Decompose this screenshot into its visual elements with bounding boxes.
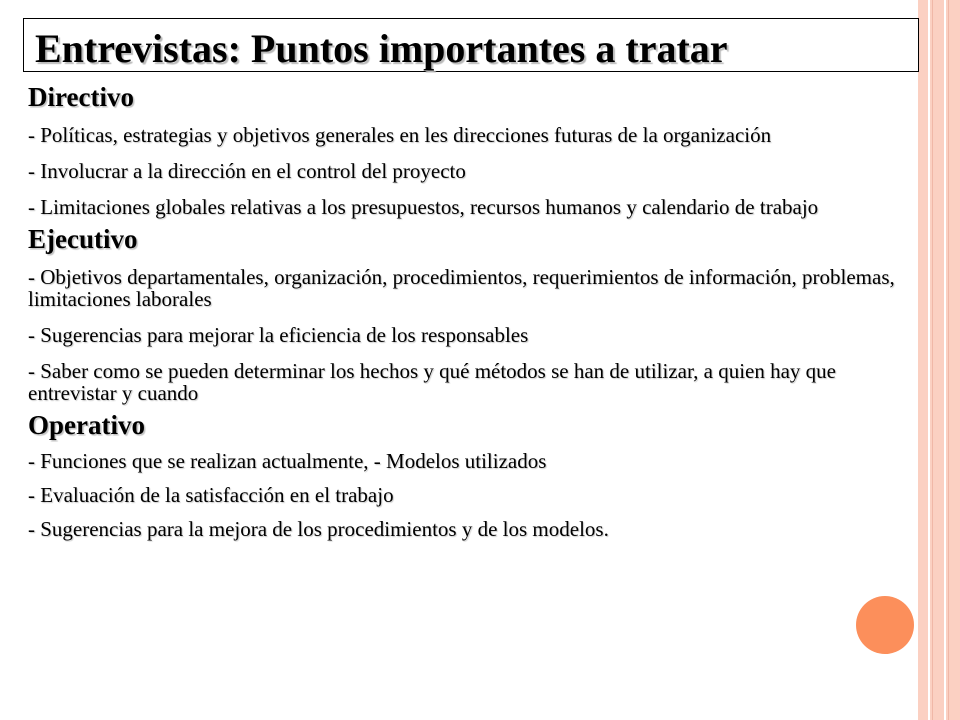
section-ejecutivo	[28, 224, 923, 404]
list-item: - Sugerencias para mejorar la eficiencia de los responsables	[28, 323, 529, 347]
slide-title: Entrevistas: Puntos importantes a tratar	[35, 26, 728, 71]
list-item: - Sugerencias para la mejora de los procedimientos y de los modelos.	[28, 517, 609, 541]
decorative-orange-circle	[856, 596, 914, 654]
decorative-stripe	[932, 0, 933, 720]
section-directivo	[28, 82, 923, 218]
decorative-stripe	[948, 0, 949, 720]
list-item: - Políticas, estrategias y objetivos generales en les direcciones futuras de la organización	[28, 123, 772, 147]
list-item: - Evaluación de la satisfacción en el trabajo	[28, 483, 394, 507]
section-heading-ejecutivo: Ejecutivo	[28, 224, 138, 254]
decorative-right-border	[918, 0, 960, 720]
list-item: - Funciones que se realizan actualmente, - Modelos utilizados	[28, 449, 547, 473]
section-operativo	[28, 410, 923, 540]
section-heading-operativo: Operativo	[28, 410, 145, 440]
list-item: - Involucrar a la dirección en el control del proyecto	[28, 159, 466, 183]
list-item: - Limitaciones globales relativas a los presupuestos, recursos humanos y calendario de trabajo	[28, 195, 819, 219]
list-item: - Objetivos departamentales, organización, procedimientos, requerimientos de información, problemas, limitaciones laborales	[28, 265, 895, 311]
list-item: - Saber como se pueden determinar los hechos y qué métodos se han de utilizar, a quien hay que entrevistar y cuando	[28, 359, 836, 405]
slide-content	[28, 82, 923, 540]
decorative-stripe	[944, 0, 946, 720]
decorative-stripe	[928, 0, 930, 720]
section-heading-directivo: Directivo	[28, 82, 134, 112]
